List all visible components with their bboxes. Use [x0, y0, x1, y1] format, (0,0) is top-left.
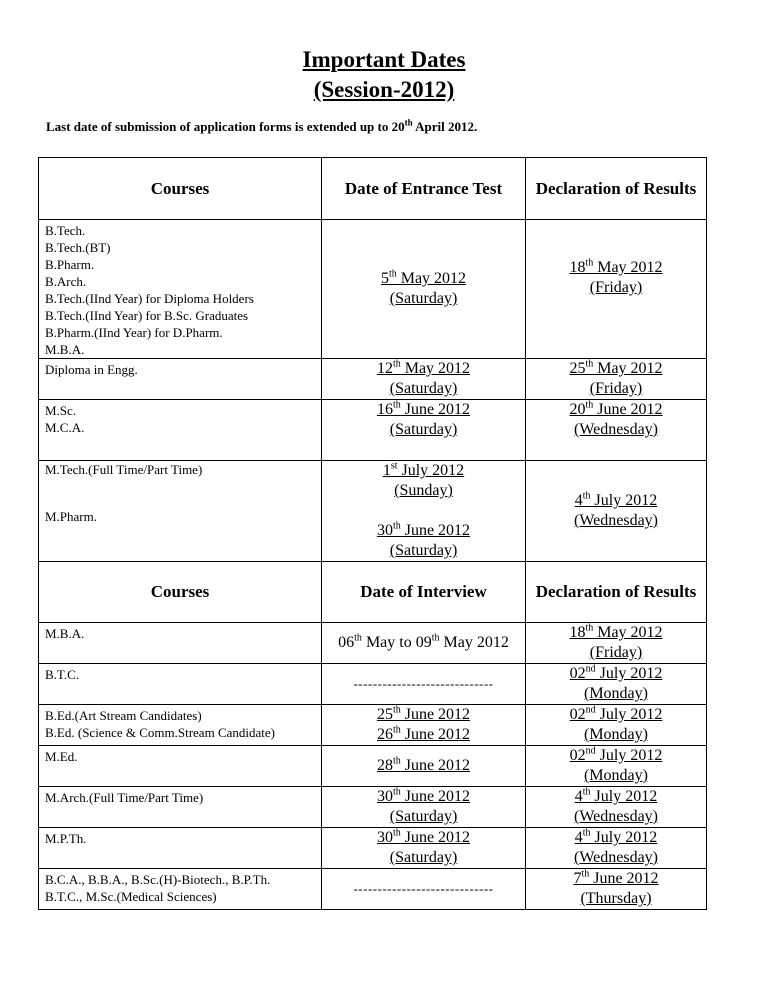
result-date: 25th May 2012 (Friday): [526, 359, 707, 400]
courses-header: Courses: [39, 562, 322, 623]
result-date: 02nd July 2012 (Monday): [526, 705, 707, 746]
table-row: [39, 869, 707, 910]
results-header: Declaration of Results: [526, 158, 707, 220]
interview-date: 30th June 2012 (Saturday): [322, 787, 526, 828]
course-list: M.P.Th.: [39, 828, 322, 869]
table-row: [39, 828, 707, 869]
interview-date: -----------------------------: [322, 664, 526, 705]
table-row: [39, 705, 707, 746]
courses-header: Courses: [39, 158, 322, 220]
table-row: [39, 359, 707, 400]
page-subtitle: (Session-2012): [313, 77, 455, 102]
result-date: 4th July 2012 (Wednesday): [526, 787, 707, 828]
table-row: [39, 461, 707, 562]
page-title: Important Dates: [302, 47, 466, 72]
result-date: 4th July 2012 (Wednesday): [526, 461, 707, 562]
interview-date: -----------------------------: [322, 869, 526, 910]
result-date: 18th May 2012 (Friday): [526, 623, 707, 664]
entrance-date: 12th May 2012 (Saturday): [322, 359, 526, 400]
course-list: Diploma in Engg.: [39, 359, 322, 400]
course-list: M.B.A.: [39, 623, 322, 664]
result-date: 4th July 2012 (Wednesday): [526, 828, 707, 869]
course-list: B.T.C.: [39, 664, 322, 705]
deadline-notice: Last date of submission of application forms is extended up to 20th April 2012.: [46, 117, 478, 134]
interview-date: 06th May to 09th May 2012: [322, 623, 526, 664]
interview-date: 28th June 2012: [322, 746, 526, 787]
table-row: [39, 746, 707, 787]
table-row: [39, 400, 707, 461]
entrance-date-header: Date of Entrance Test: [322, 158, 526, 220]
course-list: M.Sc. M.C.A.: [39, 400, 322, 461]
entrance-date: 1st July 2012 (Sunday) 30th June 2012 (Saturday): [322, 461, 526, 562]
result-date: 18th May 2012 (Friday): [526, 220, 707, 359]
interview-date: 30th June 2012 (Saturday): [322, 828, 526, 869]
results-header: Declaration of Results: [526, 562, 707, 623]
entrance-date: 16th June 2012 (Saturday): [322, 400, 526, 461]
important-dates-table: [38, 157, 707, 910]
course-list: B.Tech. B.Tech.(BT) B.Pharm. B.Arch. B.Tech.(IInd Year) for Diploma Holders B.Tech.(IInd Year) for B.Sc. Graduates B.Pharm.(IInd Year) for D.Pharm. M.B.A.: [39, 220, 322, 359]
course-list: M.Arch.(Full Time/Part Time): [39, 787, 322, 828]
interview-date: 25th June 2012 26th June 2012: [322, 705, 526, 746]
table-row: [39, 220, 707, 359]
table-row: [39, 623, 707, 664]
interview-date-header: Date of Interview: [322, 562, 526, 623]
result-date: 7th June 2012 (Thursday): [526, 869, 707, 910]
entrance-header-row: [39, 158, 707, 220]
table-row: [39, 787, 707, 828]
course-list: B.C.A., B.B.A., B.Sc.(H)-Biotech., B.P.Th. B.T.C., M.Sc.(Medical Sciences): [39, 869, 322, 910]
course-list: B.Ed.(Art Stream Candidates) B.Ed. (Science & Comm.Stream Candidate): [39, 705, 322, 746]
result-date: 02nd July 2012 (Monday): [526, 746, 707, 787]
result-date: 20th June 2012 (Wednesday): [526, 400, 707, 461]
table-row: [39, 664, 707, 705]
entrance-date: 5th May 2012 (Saturday): [322, 220, 526, 359]
result-date: 02nd July 2012 (Monday): [526, 664, 707, 705]
course-list: M.Tech.(Full Time/Part Time) M.Pharm.: [39, 461, 322, 562]
course-list: M.Ed.: [39, 746, 322, 787]
interview-header-row: [39, 562, 707, 623]
